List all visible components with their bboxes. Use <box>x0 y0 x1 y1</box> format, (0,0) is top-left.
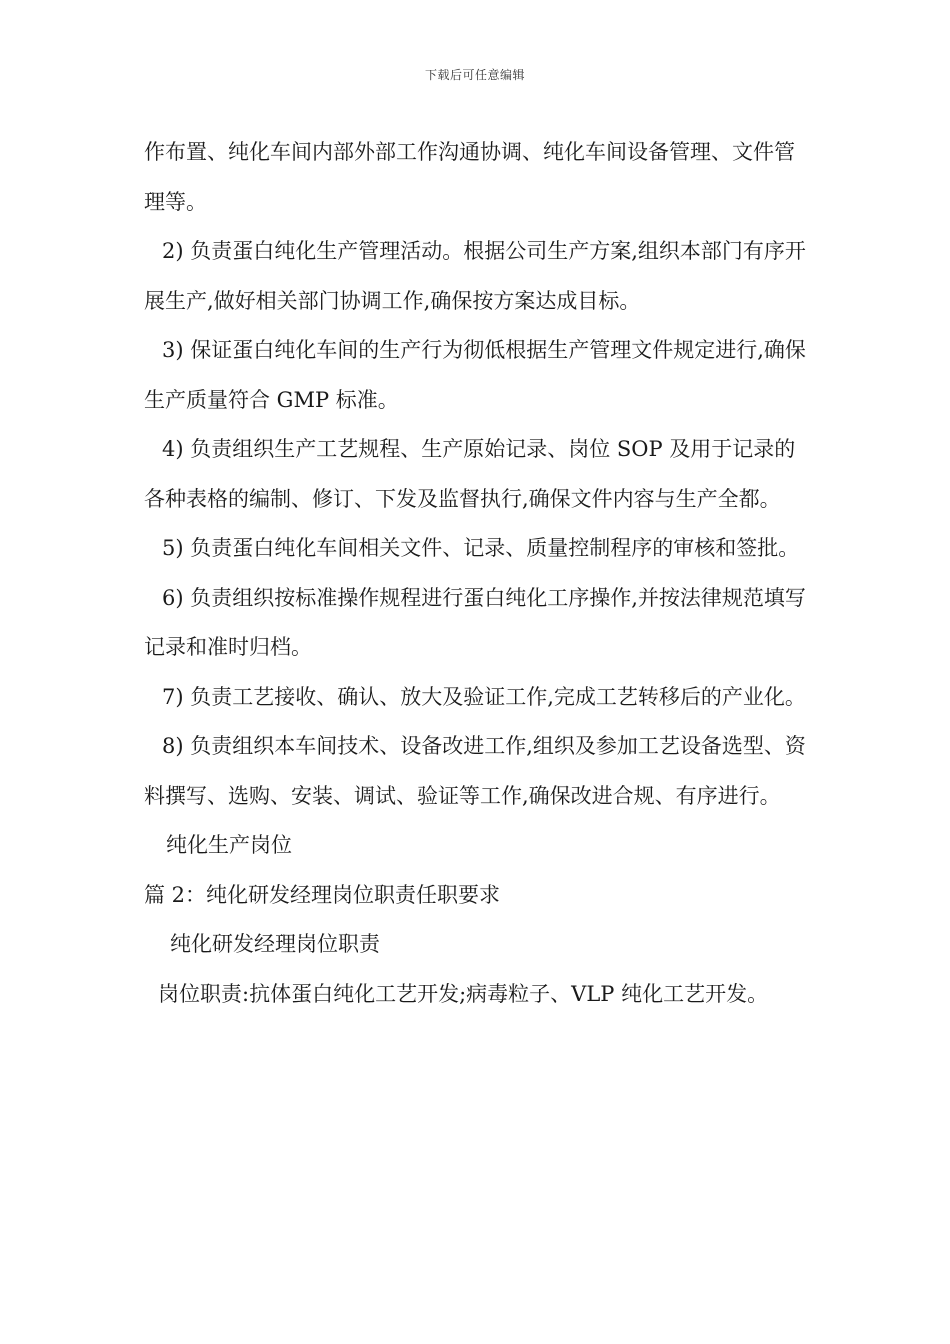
section-heading-rd-manager-duties: 纯化研发经理岗位职责 <box>170 932 380 956</box>
paragraph-item-7: 7) 负责工艺接收、确认、放大及验证工作,完成工艺转移后的产业化。 <box>162 684 806 709</box>
page-header-note: 下载后可任意编辑 <box>424 68 525 82</box>
paragraph-job-duties: 岗位职责:抗体蛋白纯化工艺开发;病毒粒子、VLP 纯化工艺开发。 <box>158 981 769 1006</box>
paragraph-intro-continued: 作布置、纯化车间内部外部工作沟通协调、纯化车间设备管理、文件管理等。 <box>144 140 795 214</box>
paragraph-item-8: 8) 负责组织本车间技术、设备改进工作,组织及参加工艺设备选型、资料撰写、选购、安装、调试、验证等工作,确保改进合规、有序进行。 <box>144 734 806 808</box>
document-body <box>144 128 810 1019</box>
paragraph-item-4: 4) 负责组织生产工艺规程、生产原始记录、岗位 SOP 及用于记录的各种表格的编制、修订、下发及监督执行,确保文件内容与生产全都。 <box>144 437 796 511</box>
paragraph-item-6: 6) 负责组织按标准操作规程进行蛋白纯化工序操作,并按法律规范填写记录和准时归档。 <box>144 585 806 659</box>
paragraph-item-3: 3) 保证蛋白纯化车间的生产行为彻低根据生产管理文件规定进行,确保生产质量符合 GMP 标准。 <box>144 338 806 412</box>
paragraph-item-5: 5) 负责蛋白纯化车间相关文件、记录、质量控制程序的审核和签批。 <box>162 536 800 560</box>
paragraph-item-2: 2) 负责蛋白纯化生产管理活动。根据公司生产方案,组织本部门有序开展生产,做好相关部门协调工作,确保按方案达成目标。 <box>144 239 806 313</box>
section-label-purification-production: 纯化生产岗位 <box>166 833 292 857</box>
chapter-heading-2: 篇 2：纯化研发经理岗位职责任职要求 <box>144 882 501 907</box>
